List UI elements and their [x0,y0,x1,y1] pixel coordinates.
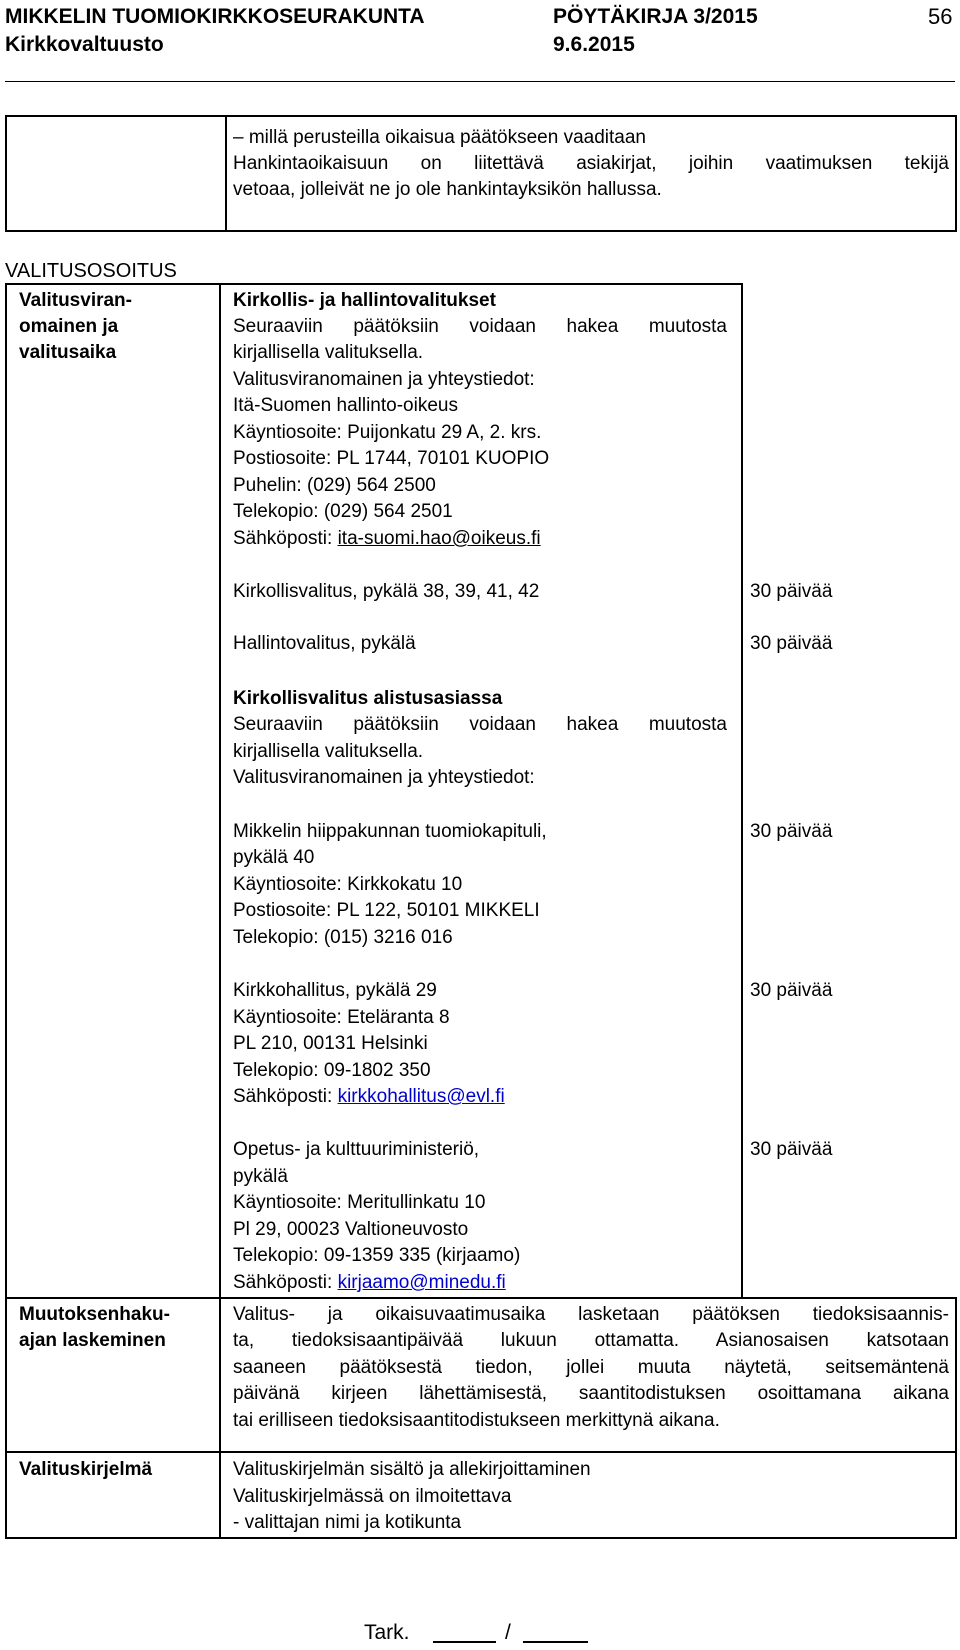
header-rule [5,81,955,82]
calc-label-1: Muutoksenhaku- [19,1304,170,1325]
alistus-line-1: Seuraaviin päätöksiin voidaan hakea muutosta [233,714,727,735]
kirkollis-line-5: Käyntiosoite: Puijonkatu 29 A, 2. krs. [233,422,542,443]
document-title: PÖYTÄKIRJA 3/2015 [553,5,758,28]
org-name: MIKKELIN TUOMIOKIRKKOSEURAKUNTA [5,5,425,28]
alistus-line-2: kirjallisella valituksella. [233,741,424,762]
table-right-rule [955,1297,957,1539]
kirkollis-line-2: kirjallisella valituksella. [233,342,424,363]
appeal-label-3: valitusaika [19,342,117,363]
calc-line-1: Valitus- ja oikaisuvaatimusaika lasketaan päätöksen tiedoksisaannis- [233,1304,949,1325]
kirkkohallitus-line-3: PL 210, 00131 Helsinki [233,1033,428,1054]
table-col-divider [219,283,221,1539]
tuomiokapituli-line-5: Telekopio: (015) 3216 016 [233,927,453,948]
email-label: Sähköposti: [233,1086,338,1107]
initials-line-1 [433,1641,496,1643]
calc-line-4: päivänä kirjeen lähettämisestä, saantitodistuksen osoittamana aikana [233,1383,949,1404]
tuomiokapituli-line-4: Postiosoite: PL 122, 50101 MIKKELI [233,900,540,921]
kirkkohallitus-line-1: Kirkkohallitus, pykälä 29 [233,980,437,1001]
table-days-divider [741,283,743,1299]
meeting-date: 9.6.2015 [553,33,635,56]
kirkollis-line-8: Telekopio: (029) 564 2501 [233,501,453,522]
footer-tark-label: Tark. [364,1621,410,1644]
kirkollis-line-1: Seuraaviin päätöksiin voidaan hakea muutosta [233,316,727,337]
ministerio-line-1: Opetus- ja kulttuuriministeriö, [233,1139,480,1160]
letter-label: Valituskirjelmä [19,1459,153,1480]
top-box-line-2: Hankintaoikaisuun on liitettävä asiakirjat, joihin vaatimuksen tekijä [233,153,949,174]
body-name: Kirkkovaltuusto [5,33,164,56]
kirkollis-heading: Kirkollis- ja hallintovalitukset [233,290,496,311]
table-bottom-rule [5,1537,957,1539]
table-left-rule [5,283,7,1539]
calc-line-3: saaneen päätöksestä tiedon, jollei muuta näytetä, seitsemäntenä [233,1357,949,1378]
calc-line-5: tai erilliseen tiedoksisaantitodistukseen merkittynä aikana. [233,1410,720,1431]
page-number: 56 [928,4,953,29]
letter-row-top [5,1451,957,1453]
kirkkohallitus-days: 30 päivää [750,980,833,1001]
hao-email-link[interactable]: ita-suomi.hao@oikeus.fi [337,528,541,549]
tuomiokapituli-line-1: Mikkelin hiippakunnan tuomiokapituli, [233,821,547,842]
calc-line-2: ta, tiedoksisaantipäivää lukuun ottamatta. Asianosaisen katsotaan [233,1330,949,1351]
alistus-heading: Kirkollisvalitus alistusasiassa [233,688,503,709]
top-box-left [5,115,7,232]
calc-label-2: ajan laskeminen [19,1330,166,1351]
church-appeal-days: 30 päivää [750,581,833,602]
letter-line-3: - valittajan nimi ja kotikunta [233,1512,462,1533]
appeal-label-1: Valitusviran- [19,290,132,311]
ministerio-line-3: Käyntiosoite: Meritullinkatu 10 [233,1192,486,1213]
footer-separator: / [505,1621,511,1644]
ministerio-line-5: Telekopio: 09-1359 335 (kirjaamo) [233,1245,521,1266]
tuomiokapituli-line-2: pykälä 40 [233,847,315,868]
kirkkohallitus-line-4: Telekopio: 09-1802 350 [233,1060,431,1081]
email-label: Sähköposti: [233,528,338,549]
kirkollis-line-4: Itä-Suomen hallinto-oikeus [233,395,458,416]
kirkollis-line-6: Postiosoite: PL 1744, 70101 KUOPIO [233,448,550,469]
church-appeal: Kirkollisvalitus, pykälä 38, 39, 41, 42 [233,581,540,602]
kirkkohallitus-line-2: Käyntiosoite: Eteläranta 8 [233,1007,450,1028]
ministerio-line-4: Pl 29, 00023 Valtioneuvosto [233,1219,469,1240]
kirkollis-email-line [233,526,541,553]
table-top-rule [5,283,743,285]
alistus-line-3: Valitusviranomainen ja yhteystiedot: [233,767,535,788]
ministerio-email-link[interactable]: kirjaamo@minedu.fi [337,1272,506,1293]
top-box-divider [225,115,227,232]
tuomiokapituli-days: 30 päivää [750,821,833,842]
kirkkohallitus-email-link[interactable]: kirkkohallitus@evl.fi [337,1086,505,1107]
email-label: Sähköposti: [233,1272,338,1293]
appeal-label-2: omainen ja [19,316,119,337]
top-box-bottom [5,230,957,232]
kirkollis-line-7: Puhelin: (029) 564 2500 [233,475,436,496]
kirkollis-line-3: Valitusviranomainen ja yhteystiedot: [233,369,535,390]
top-box-line-3: vetoaa, jolleivät ne jo ole hankintayksikön hallussa. [233,179,662,200]
admin-appeal: Hallintovalitus, pykälä [233,633,416,654]
ministerio-days: 30 päivää [750,1139,833,1160]
ministerio-email-line [233,1270,506,1297]
tuomiokapituli-line-3: Käyntiosoite: Kirkkokatu 10 [233,874,463,895]
top-box-top [5,115,957,117]
ministerio-line-2: pykälä [233,1166,288,1187]
letter-line-1: Valituskirjelmän sisältö ja allekirjoittaminen [233,1459,591,1480]
admin-appeal-days: 30 päivää [750,633,833,654]
top-box-right [955,115,957,232]
kirkkohallitus-email-line [233,1084,505,1111]
top-box-line-1: – millä perusteilla oikaisua päätökseen vaaditaan [233,127,646,148]
section-title: VALITUSOSOITUS [5,260,177,282]
calc-row-top [5,1297,957,1299]
initials-line-2 [523,1641,588,1643]
letter-line-2: Valituskirjelmässä on ilmoitettava [233,1486,512,1507]
